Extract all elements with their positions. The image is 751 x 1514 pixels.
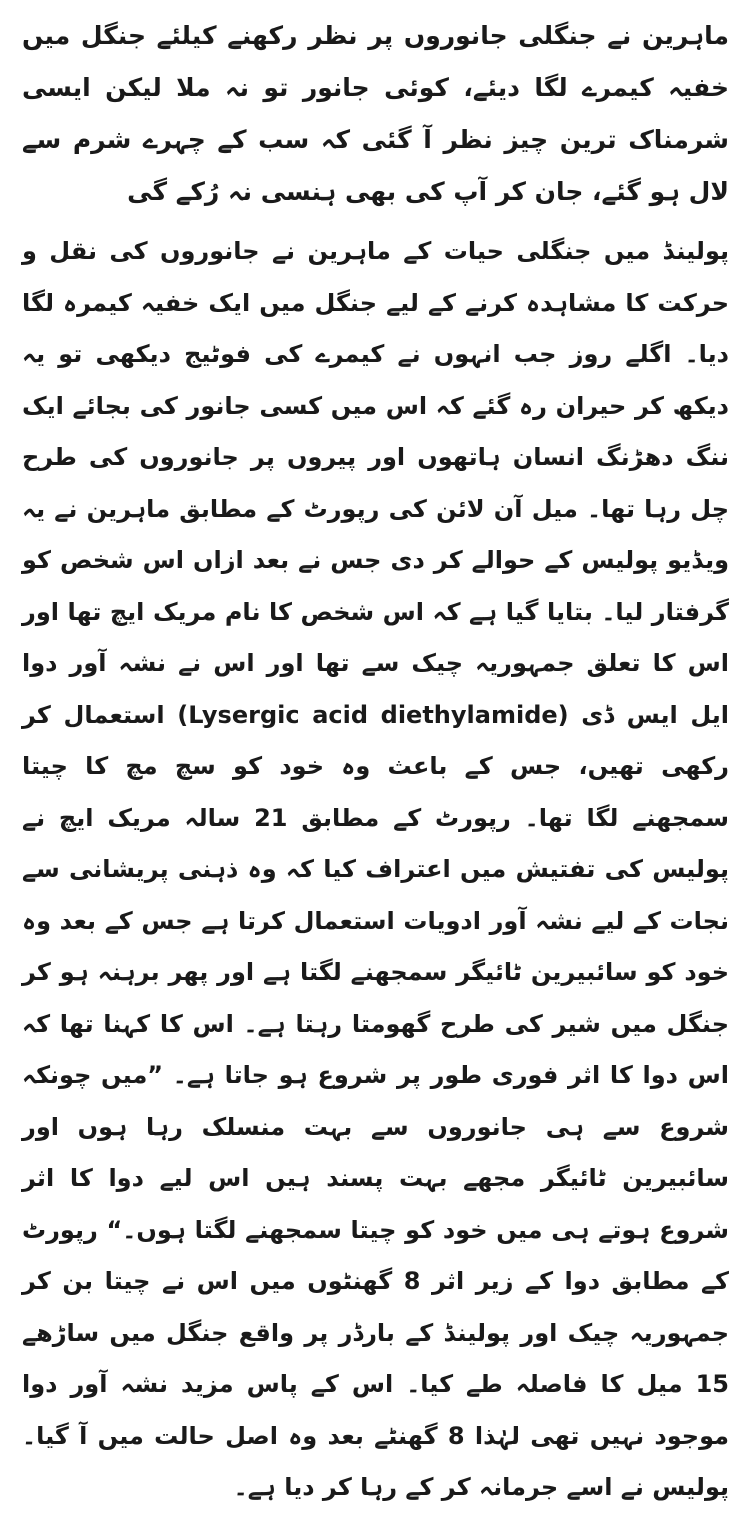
article-body	[22, 226, 729, 1514]
drug-name: (Lysergic acid diethylamide)	[177, 700, 569, 729]
article-headline: ماہرین نے جنگلی جانوروں پر نظر رکھنے کیلئے جنگل میں خفیہ کیمرے لگا دیئے، کوئی جانور تو نہ ملا لیکن ایسی شرمناک ترین چیز نظر آ گئی کہ سب کے چہرے شرم سے لال ہو گئے، جان کر آپ کی بھی ہنسی نہ رُکے گی	[22, 21, 729, 206]
article-body-part2: استعمال کر رکھی تھیں، جس کے باعث وہ خود کو سچ مچ کا چیتا سمجھنے لگا تھا۔ رپورٹ کے مطابق 21 سالہ مریک ایچ نے پولیس کی تفتیش میں اعتراف کیا کہ وہ ذہنی پریشانی سے نجات کے لیے نشہ آور ادویات استعمال کرتا ہے جس کے بعد وہ خود کو سائبیرین ٹائیگر سمجھنے لگتا ہے اور پھر برہنہ ہو کر جنگل میں شیر کی طرح گھومتا رہتا ہے۔ اس کا کہنا تھا کہ اس دوا کا اثر فوری طور پر شروع ہو جاتا ہے۔ ”میں چونکہ شروع سے ہی جانوروں سے بہت منسلک رہا ہوں اور سائبیرین ٹائیگر مجھے بہت پسند ہیں اس لیے دوا کا اثر شروع ہوتے ہی میں خود کو چیتا سمجھنے لگتا ہوں۔“ رپورٹ کے مطابق دوا کے زیر اثر 8 گھنٹوں میں اس نے چیتا بن کر جمہوریہ چیک اور پولینڈ کے بارڈر پر واقع جنگل میں ساڑھے 15 میل کا فاصلہ طے کیا۔ اس کے پاس مزید نشہ آور دوا موجود نہیں تھی لہٰذا 8 گھنٹے بعد وہ اصل حالت میں آ گیا۔ پولیس نے اسے جرمانہ کر کے رہا کر دیا ہے۔	[22, 700, 730, 1501]
article-body-part1: پولینڈ میں جنگلی حیات کے ماہرین نے جانوروں کی نقل و حرکت کا مشاہدہ کرنے کے لیے جنگل میں ایک خفیہ کیمرہ لگا دیا۔ اگلے روز جب انہوں نے کیمرے کی فوٹیج دیکھی تو یہ دیکھ کر حیران رہ گئے کہ اس میں کسی جانور کی بجائے ایک ننگ دھڑنگ انسان ہاتھوں اور پیروں پر جانوروں کی طرح چل رہا تھا۔ میل آن لائن کی رپورٹ کے مطابق ماہرین نے یہ ویڈیو پولیس کے حوالے کر دی جس نے بعد ازاں اس شخص کو گرفتار لیا۔ بتایا گیا ہے کہ اس شخص کا نام مریک ایچ تھا اور اس کا تعلق جمہوریہ چیک سے تھا اور اس نے نشہ آور دوا ایل ایس ڈی	[22, 237, 730, 729]
